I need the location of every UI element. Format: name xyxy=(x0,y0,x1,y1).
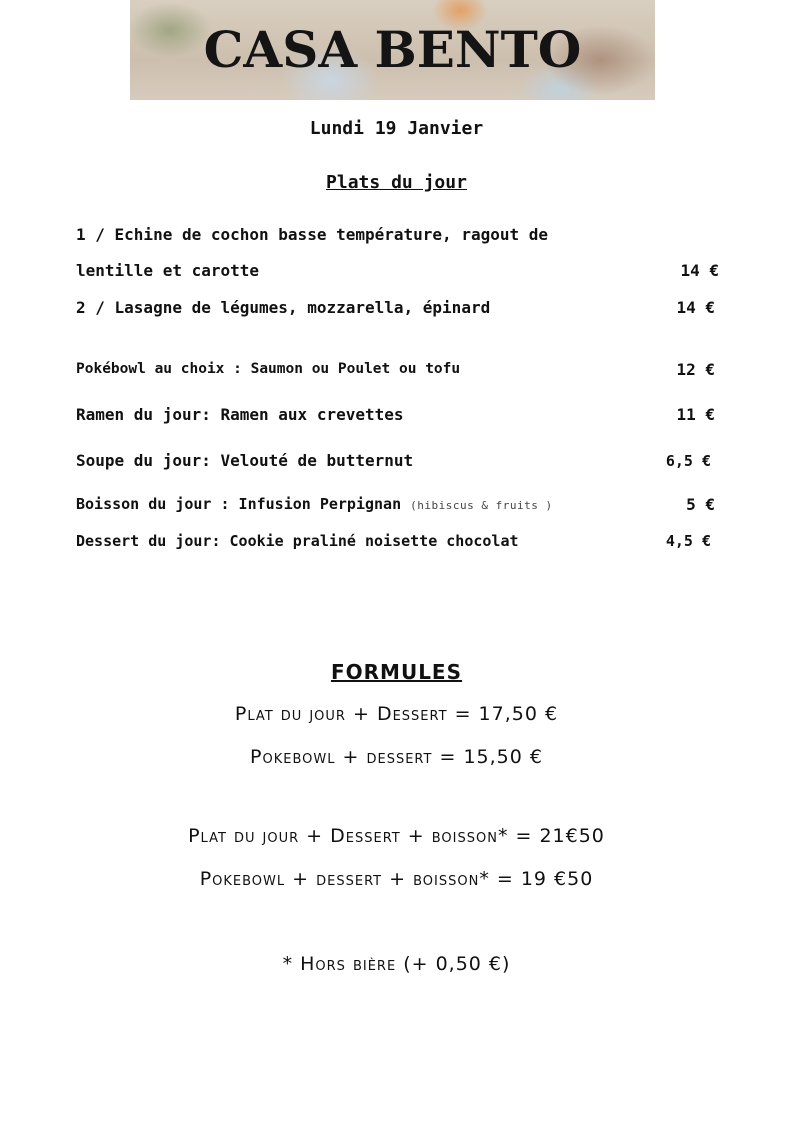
formule-1: Plat du jour + Dessert = 17,50 € xyxy=(234,703,559,725)
formules-footnote: * Hors bière (+ 0,50 €) xyxy=(282,953,511,975)
brand-title: CASA BENTO xyxy=(203,20,582,79)
pokebowl-price: 12 € xyxy=(676,360,715,379)
plat-1-line1: 1 / Echine de cochon basse température, ragout de xyxy=(76,225,549,244)
boisson-note: (hibiscus & fruits ) xyxy=(410,499,553,512)
header-banner xyxy=(130,0,655,100)
boisson-label: Boisson du jour : Infusion Perpignan xyxy=(76,495,402,513)
ramen-line: Ramen du jour: Ramen aux crevettes xyxy=(76,405,404,424)
boisson-price: 5 € xyxy=(686,495,715,514)
plat-1-price: 14 € xyxy=(680,261,719,280)
dessert-price: 4,5 € xyxy=(665,532,711,550)
plat-1-line2: lentille et carotte xyxy=(76,261,260,280)
soupe-price: 6,5 € xyxy=(665,452,711,470)
plats-title: Plats du jour xyxy=(326,172,467,193)
dessert-line: Dessert du jour: Cookie praliné noisette chocolat xyxy=(76,532,519,550)
formules-title: FORMULES xyxy=(330,660,463,684)
menu-date: Lundi 19 Janvier xyxy=(309,118,484,139)
boisson-line xyxy=(76,495,553,513)
plat-2-price: 14 € xyxy=(676,298,715,317)
soupe-line: Soupe du jour: Velouté de butternut xyxy=(76,451,414,470)
ramen-price: 11 € xyxy=(676,405,715,424)
formule-3: Plat du jour + Dessert + boisson* = 21€50 xyxy=(188,825,605,847)
formule-4: Pokebowl + dessert + boisson* = 19 €50 xyxy=(199,868,594,890)
formule-2: Pokebowl + dessert = 15,50 € xyxy=(250,746,543,768)
plat-2-line: 2 / Lasagne de légumes, mozzarella, épinard xyxy=(76,298,491,317)
pokebowl-line: Pokébowl au choix : Saumon ou Poulet ou tofu xyxy=(76,361,461,377)
